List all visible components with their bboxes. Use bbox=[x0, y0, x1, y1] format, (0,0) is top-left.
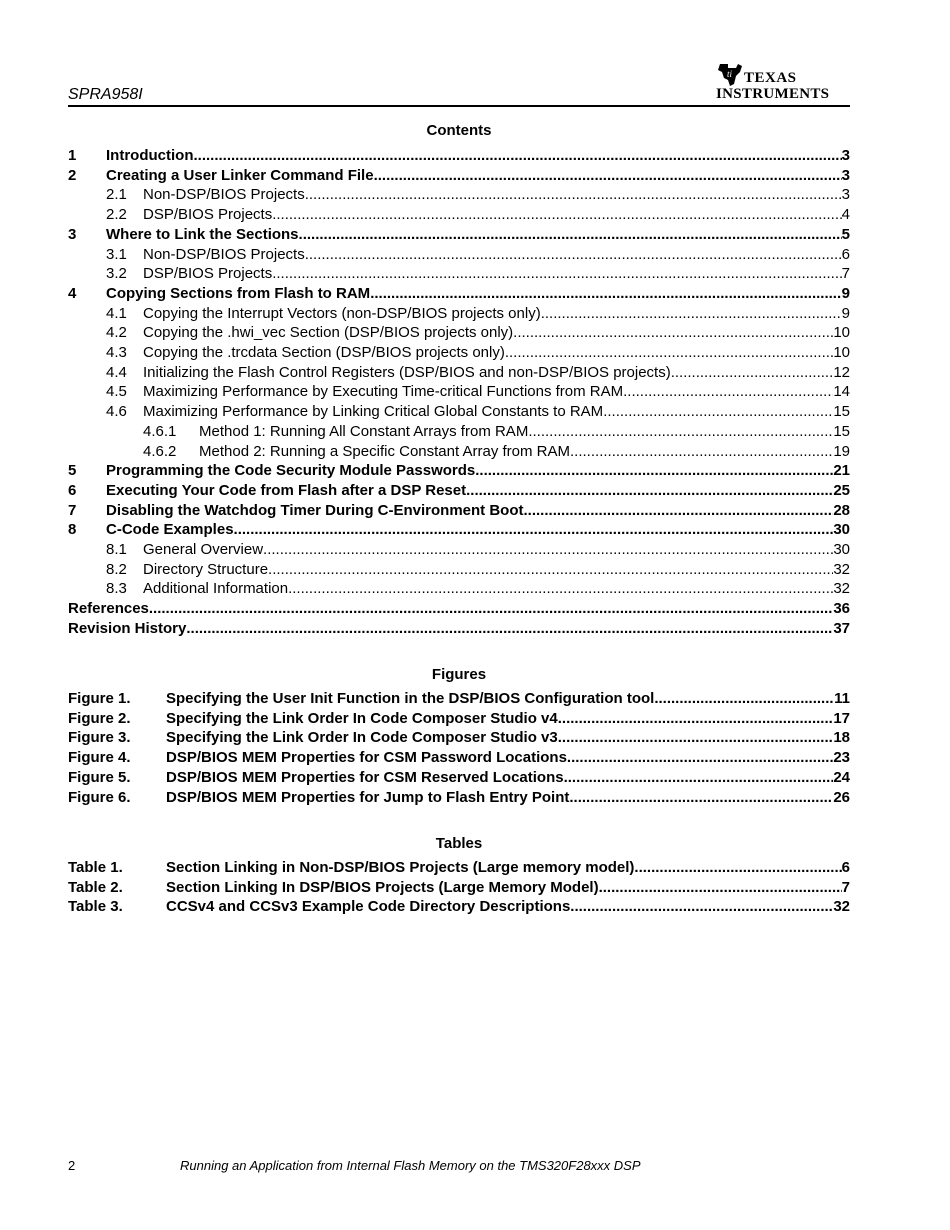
figure-entry-page: 11 bbox=[834, 690, 850, 707]
figure-entry-page: 23 bbox=[833, 749, 850, 767]
toc-entry-leader bbox=[466, 481, 833, 501]
toc-entry[interactable] bbox=[68, 146, 850, 166]
toc-entry-number: 8.3 bbox=[106, 580, 127, 598]
toc-entry-number: 3.2 bbox=[106, 265, 127, 283]
figure-entry-leader bbox=[558, 728, 834, 748]
toc-entry-title: Additional Information bbox=[143, 580, 289, 598]
toc-entry-leader bbox=[288, 579, 833, 599]
toc-entry-title: Method 1: Running All Constant Arrays from RAM bbox=[199, 422, 529, 440]
toc-entry[interactable] bbox=[106, 382, 850, 402]
toc-entry-number: 8.2 bbox=[106, 560, 127, 578]
toc-entry-leader bbox=[671, 363, 834, 383]
logo-text-instruments: INSTRUMENTS bbox=[716, 86, 830, 102]
toc-entry-leader bbox=[623, 382, 833, 402]
toc-entry-page: 4 bbox=[841, 206, 850, 224]
toc-entry-page: 3 bbox=[841, 147, 850, 164]
toc-entry-title: Non-DSP/BIOS Projects bbox=[143, 186, 305, 204]
toc-entry-number: 4.6.1 bbox=[143, 422, 177, 440]
table-entry[interactable] bbox=[68, 858, 850, 878]
table-entry-title: Section Linking in Non-DSP/BIOS Projects (Large memory model) bbox=[166, 859, 635, 876]
toc-entry-page: 28 bbox=[833, 501, 850, 519]
figure-entry-number: Figure 4. bbox=[68, 749, 131, 767]
toc-entry[interactable] bbox=[68, 461, 850, 481]
toc-entry-page: 5 bbox=[841, 225, 850, 243]
footer-page-number: 2 bbox=[68, 1158, 76, 1173]
toc-entry-leader bbox=[193, 146, 841, 166]
toc-entry-leader bbox=[234, 520, 834, 540]
toc-entry-leader bbox=[505, 343, 833, 363]
table-entry-title: CCSv4 and CCSv3 Example Code Directory Descriptions bbox=[166, 898, 571, 916]
figure-entry[interactable] bbox=[68, 689, 850, 709]
table-entry-page: 7 bbox=[841, 878, 850, 896]
figure-entry-title: Specifying the User Init Function in the DSP/BIOS Configuration tool bbox=[166, 690, 655, 707]
header-rule bbox=[68, 105, 850, 107]
toc-entry[interactable] bbox=[106, 343, 850, 363]
figure-entry[interactable] bbox=[68, 768, 850, 788]
figure-entry-leader bbox=[567, 748, 833, 768]
toc-entry-title: Copying the .trcdata Section (DSP/BIOS projects only) bbox=[143, 344, 505, 361]
toc-entry-number: 7 bbox=[68, 501, 77, 519]
figure-entry-leader bbox=[654, 689, 834, 709]
toc-entry-leader bbox=[374, 166, 842, 186]
toc-entry-number: 3 bbox=[68, 225, 77, 243]
table-entry-page: 6 bbox=[841, 859, 850, 876]
toc-entry-page: 6 bbox=[841, 245, 850, 263]
toc-entry-title: Non-DSP/BIOS Projects bbox=[143, 245, 305, 263]
figure-entry-number: Figure 3. bbox=[68, 729, 131, 747]
toc-entry-number: 8.1 bbox=[106, 541, 127, 558]
figure-entry-leader bbox=[558, 709, 834, 729]
figure-entry-page: 17 bbox=[833, 709, 850, 727]
toc-entry-page: 10 bbox=[833, 324, 850, 342]
figure-entry-title: DSP/BIOS MEM Properties for CSM Password Locations bbox=[166, 749, 567, 767]
toc-entry-title: Directory Structure bbox=[143, 560, 269, 578]
toc-entry-title: Copying the .hwi_vec Section (DSP/BIOS projects only) bbox=[143, 324, 514, 342]
table-entry-number: Table 1. bbox=[68, 859, 123, 876]
toc-entry-page: 14 bbox=[833, 383, 850, 401]
toc-entry-leader bbox=[603, 402, 833, 422]
table-entry-leader bbox=[599, 878, 842, 898]
toc-entry-title: Copying the Interrupt Vectors (non-DSP/BIOS projects only) bbox=[143, 304, 541, 322]
toc-entry-page: 9 bbox=[841, 304, 850, 322]
toc-entry-page: 37 bbox=[833, 619, 850, 637]
toc-entry[interactable] bbox=[106, 245, 850, 265]
logo-text-texas: TEXAS bbox=[744, 70, 797, 86]
table-entry[interactable] bbox=[68, 878, 850, 898]
toc-entry-page: 21 bbox=[833, 462, 850, 480]
figure-entry[interactable] bbox=[68, 728, 850, 748]
toc-entry-number: 4.6 bbox=[106, 403, 127, 421]
toc-entry-leader bbox=[370, 284, 841, 304]
toc-entry-number: 5 bbox=[68, 462, 77, 480]
toc-entry-title: Programming the Code Security Module Passwords bbox=[106, 462, 476, 480]
figure-entry-title: DSP/BIOS MEM Properties for Jump to Flash Entry Point bbox=[166, 788, 570, 806]
toc-entry-title: DSP/BIOS Projects bbox=[143, 265, 273, 283]
toc-entry-number: 4.4 bbox=[106, 363, 127, 381]
toc-entry-page: 30 bbox=[833, 541, 850, 558]
figure-entry[interactable] bbox=[68, 748, 850, 768]
toc-entry[interactable] bbox=[106, 363, 850, 383]
table-entry-number: Table 3. bbox=[68, 898, 123, 916]
toc-entry[interactable] bbox=[143, 422, 850, 442]
toc-entry-title: Introduction bbox=[106, 147, 194, 164]
toc-entry-number: 8 bbox=[68, 521, 77, 539]
toc-entry-page: 32 bbox=[833, 560, 850, 578]
toc-entry-page: 7 bbox=[841, 265, 850, 283]
toc-entry-number: 4.6.2 bbox=[143, 442, 177, 460]
figure-entry-number: Figure 1. bbox=[68, 690, 131, 707]
toc-entry-title: Initializing the Flash Control Registers (DSP/BIOS and non-DSP/BIOS projects) bbox=[143, 363, 671, 381]
figure-entry-title: DSP/BIOS MEM Properties for CSM Reserved Locations bbox=[166, 768, 564, 786]
toc-entry-number: 4.1 bbox=[106, 304, 127, 322]
figure-entry-leader bbox=[564, 768, 834, 788]
toc-entry[interactable] bbox=[106, 540, 850, 560]
toc-entry[interactable] bbox=[106, 304, 850, 324]
toc-entry-title: Disabling the Watchdog Timer During C-Environment Boot bbox=[106, 501, 524, 519]
toc-entry-number: 4.3 bbox=[106, 344, 127, 361]
toc-entry-leader bbox=[272, 264, 841, 284]
toc-entry-page: 3 bbox=[841, 186, 850, 204]
table-entry-page: 32 bbox=[833, 898, 850, 916]
footer-document-title: Running an Application from Internal Flash Memory on the TMS320F28xxx DSP bbox=[180, 1158, 641, 1173]
toc-entry[interactable] bbox=[68, 225, 850, 245]
figure-entry-number: Figure 5. bbox=[68, 768, 131, 786]
toc-entry-title: C-Code Examples bbox=[106, 521, 234, 539]
toc-entry-leader bbox=[299, 225, 842, 245]
toc-entry-page: 30 bbox=[833, 521, 850, 539]
table-entry-title: Section Linking In DSP/BIOS Projects (Large Memory Model) bbox=[166, 878, 599, 896]
toc-entry[interactable] bbox=[106, 185, 850, 205]
toc-entry-number: 2.2 bbox=[106, 206, 127, 224]
toc-entry-leader bbox=[475, 461, 833, 481]
toc-entry-number: 3.1 bbox=[106, 245, 127, 263]
tables-heading: Tables bbox=[435, 835, 483, 852]
svg-text:ti: ti bbox=[727, 69, 733, 79]
figure-entry-page: 24 bbox=[833, 768, 850, 786]
toc-entry-page: 10 bbox=[833, 344, 850, 361]
toc-entry-page: 36 bbox=[833, 600, 850, 618]
table-entry[interactable] bbox=[68, 897, 850, 917]
figure-entry-page: 26 bbox=[833, 788, 850, 806]
toc-entry-number: 6 bbox=[68, 481, 77, 499]
toc-entry[interactable] bbox=[106, 402, 850, 422]
figure-entry-title: Specifying the Link Order In Code Composer Studio v3 bbox=[166, 729, 558, 747]
ti-state-icon bbox=[716, 62, 744, 88]
contents-heading: Contents bbox=[426, 122, 492, 139]
toc-entry[interactable] bbox=[68, 166, 850, 186]
toc-entry-page: 15 bbox=[833, 403, 850, 421]
toc-entry-page: 12 bbox=[833, 363, 850, 381]
toc-entry[interactable] bbox=[68, 599, 850, 619]
toc-entry-title: Maximizing Performance by Executing Time-critical Functions from RAM bbox=[143, 383, 624, 401]
toc-entry[interactable] bbox=[68, 501, 850, 521]
ti-logo bbox=[716, 62, 842, 102]
figure-entry[interactable] bbox=[68, 788, 850, 808]
toc-entry-leader bbox=[186, 619, 833, 639]
toc-entry-page: 15 bbox=[833, 422, 850, 440]
toc-entry-number: 4.5 bbox=[106, 383, 127, 401]
toc-entry-leader bbox=[528, 422, 833, 442]
toc-entry-page: 19 bbox=[833, 442, 850, 460]
figure-entry[interactable] bbox=[68, 709, 850, 729]
toc-entry-number: 4 bbox=[68, 284, 77, 302]
toc-entry-leader bbox=[513, 323, 833, 343]
toc-entry-title: Where to Link the Sections bbox=[106, 225, 299, 243]
figure-entry-page: 18 bbox=[833, 729, 850, 747]
toc-entry-title: Method 2: Running a Specific Constant Array from RAM bbox=[199, 442, 571, 460]
toc-entry-page: 25 bbox=[833, 481, 850, 499]
toc-entry[interactable] bbox=[68, 284, 850, 304]
toc-entry[interactable] bbox=[106, 264, 850, 284]
toc-entry-page: 9 bbox=[841, 284, 850, 302]
toc-entry-page: 3 bbox=[841, 166, 850, 184]
toc-entry-number: 4.2 bbox=[106, 324, 127, 342]
figure-entry-number: Figure 2. bbox=[68, 709, 131, 727]
toc-entry-title: Copying Sections from Flash to RAM bbox=[106, 284, 371, 302]
figure-entry-leader bbox=[569, 788, 833, 808]
toc-entry-title: References bbox=[68, 600, 149, 618]
figure-entry-number: Figure 6. bbox=[68, 788, 131, 806]
toc-entry-leader bbox=[149, 599, 833, 619]
toc-entry-title: General Overview bbox=[143, 541, 264, 558]
toc-entry-leader bbox=[541, 304, 842, 324]
toc-entry[interactable] bbox=[106, 323, 850, 343]
toc-entry-leader bbox=[305, 245, 842, 265]
toc-entry-leader bbox=[268, 560, 833, 580]
toc-entry-leader bbox=[305, 185, 842, 205]
toc-entry-number: 2 bbox=[68, 166, 77, 184]
toc-entry-number: 2.1 bbox=[106, 186, 127, 204]
toc-entry[interactable] bbox=[106, 579, 850, 599]
toc-entry-title: Executing Your Code from Flash after a DSP Reset bbox=[106, 481, 467, 499]
toc-entry[interactable] bbox=[68, 481, 850, 501]
toc-entry[interactable] bbox=[106, 205, 850, 225]
toc-entry[interactable] bbox=[68, 520, 850, 540]
toc-entry-leader bbox=[272, 205, 841, 225]
toc-entry-leader bbox=[570, 442, 833, 462]
document-id: SPRA958I bbox=[68, 86, 143, 103]
toc-entry-number: 1 bbox=[68, 147, 77, 164]
toc-entry-leader bbox=[524, 501, 834, 521]
figure-entry-title: Specifying the Link Order In Code Composer Studio v4 bbox=[166, 709, 558, 727]
toc-entry-title: Maximizing Performance by Linking Critical Global Constants to RAM bbox=[143, 403, 604, 421]
figures-heading: Figures bbox=[431, 666, 487, 683]
toc-entry-leader bbox=[263, 540, 833, 560]
table-entry-leader bbox=[570, 897, 833, 917]
table-entry-number: Table 2. bbox=[68, 878, 123, 896]
toc-entry-title: Revision History bbox=[68, 619, 187, 637]
toc-entry[interactable] bbox=[143, 442, 850, 462]
toc-entry-title: Creating a User Linker Command File bbox=[106, 166, 374, 184]
toc-entry[interactable] bbox=[106, 560, 850, 580]
toc-entry-title: DSP/BIOS Projects bbox=[143, 206, 273, 224]
table-entry-leader bbox=[634, 858, 841, 878]
toc-entry[interactable] bbox=[68, 619, 850, 639]
toc-entry-page: 32 bbox=[833, 580, 850, 598]
